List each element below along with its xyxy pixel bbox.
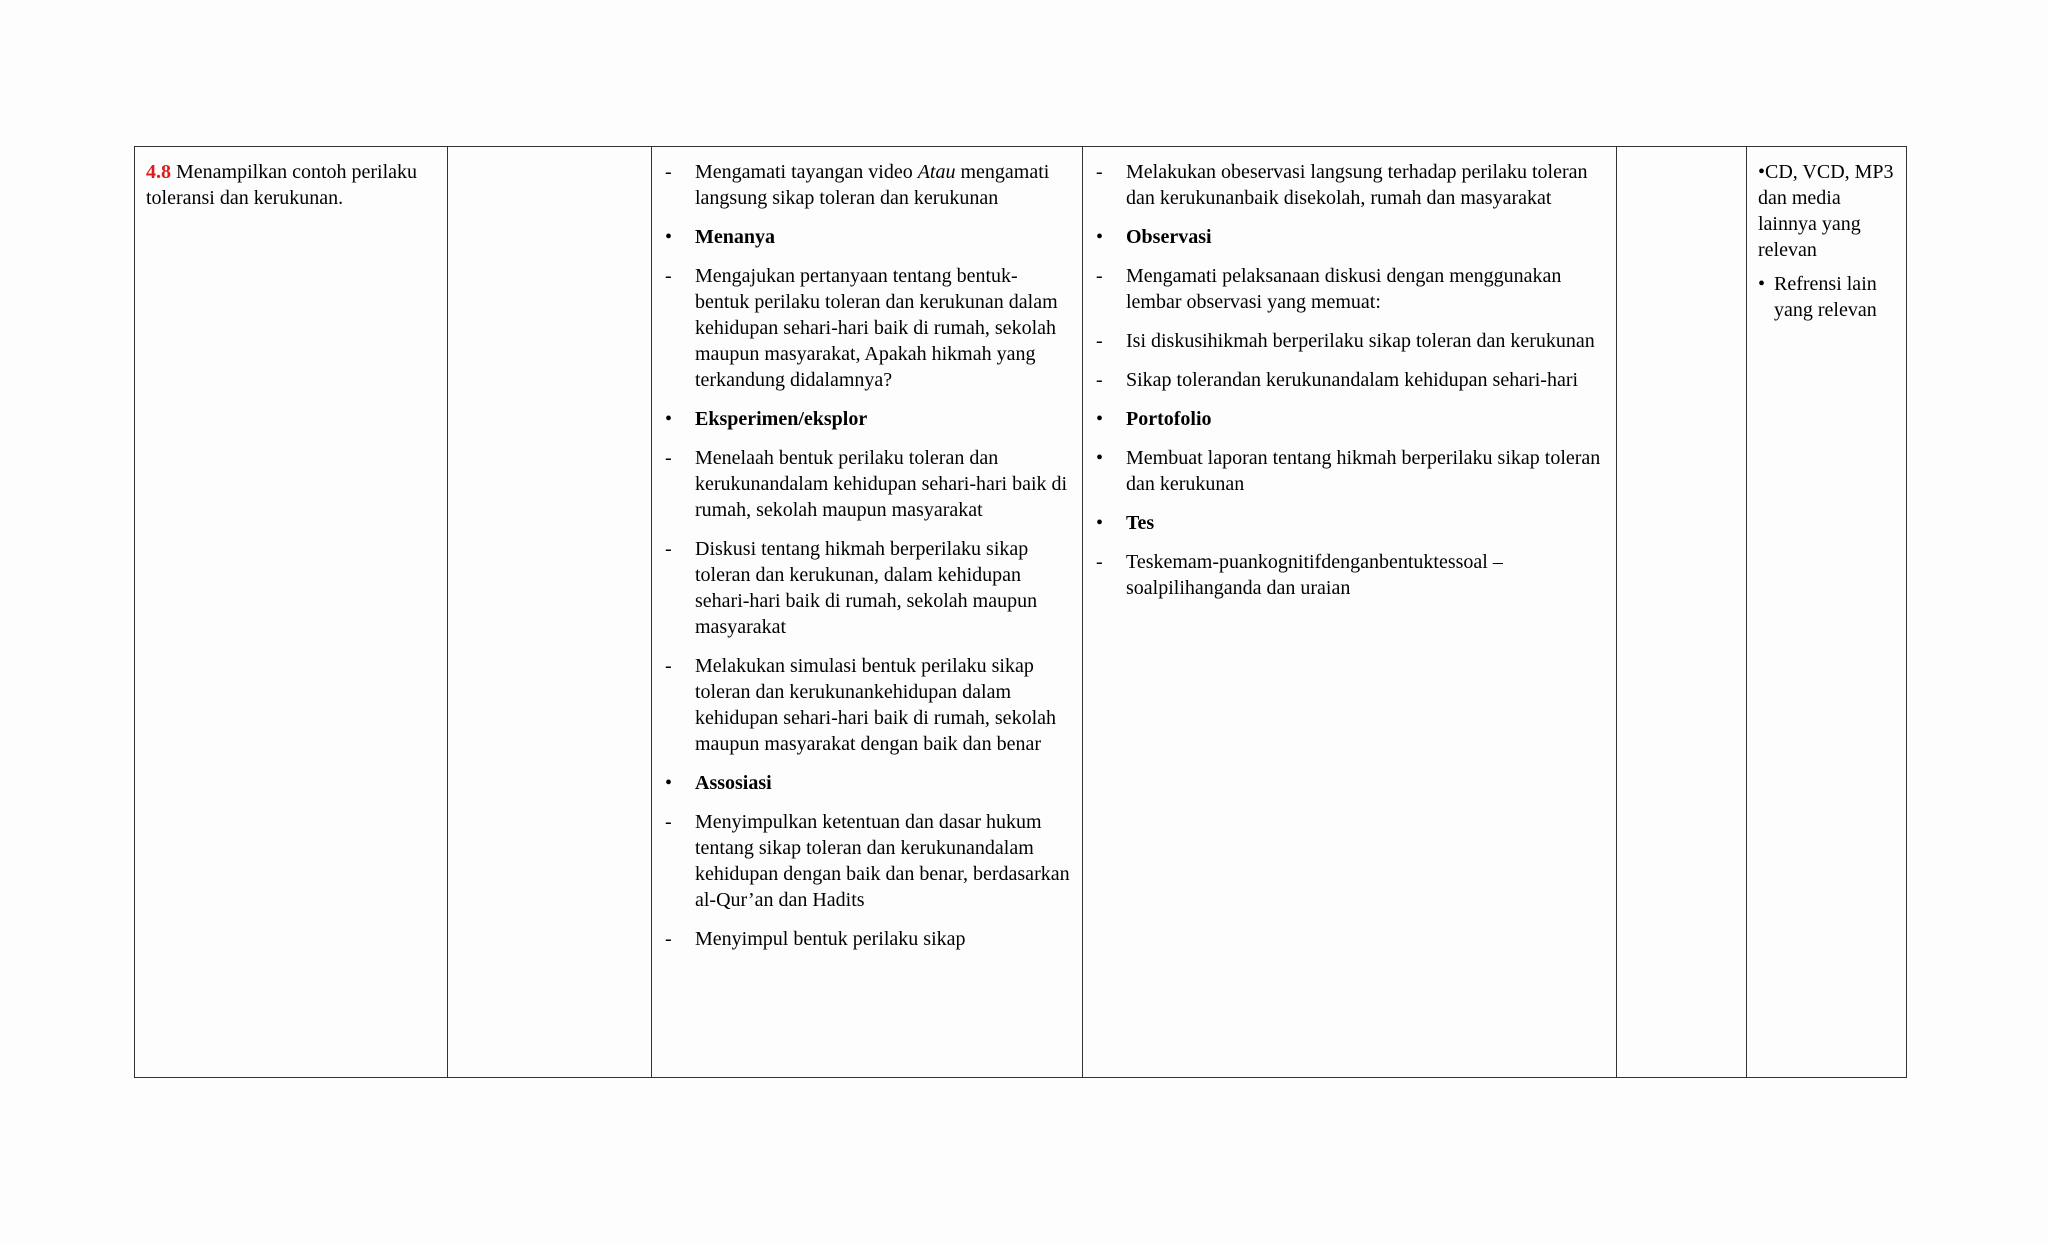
dash-icon: -	[665, 265, 672, 287]
competency-text: Menampilkan contoh perilaku toleransi dan kerukunan.	[146, 161, 418, 209]
bullet-icon: •	[665, 408, 673, 430]
bullet-icon: •	[665, 772, 673, 794]
item-text: Menelaah bentuk perilaku toleran dan kerukunandalam kehidupan sehari-hari baik di rumah, sekolah maupun masyarakat	[695, 447, 1068, 521]
dash-icon: -	[1096, 330, 1103, 352]
item-text: Diskusi tentang hikmah berperilaku sikap toleran dan kerukunan, dalam kehidupan sehari-hari baik di rumah, sekolah maupun masyarakat	[695, 538, 1038, 638]
list-item	[1094, 549, 1606, 601]
bullet-icon: •	[1096, 226, 1104, 248]
item-text: Menanya	[695, 226, 775, 248]
resource-item-media: •CD, VCD, MP3 dan media lainnya yang relevan	[1758, 161, 1894, 261]
item-text: Melakukan obeservasi langsung terhadap perilaku toleran dan kerukunanbaik disekolah, rumah dan masyarakat	[1126, 161, 1588, 209]
section-heading	[663, 406, 1072, 432]
list-item	[663, 263, 1072, 393]
section-heading	[1094, 406, 1606, 432]
list-item	[663, 159, 1072, 211]
list-item	[663, 536, 1072, 640]
item-text: Membuat laporan tentang hikmah berperilaku sikap toleran dan kerukunan	[1126, 447, 1601, 495]
list-item	[1094, 159, 1606, 211]
learning-activities-list	[663, 159, 1072, 952]
dash-icon: -	[665, 538, 672, 560]
item-text: Teskemam-puankognitifdenganbentuktessoal –soalpilihanganda dan uraian	[1126, 551, 1503, 599]
item-text: Tes	[1126, 512, 1155, 534]
item-text: Observasi	[1126, 226, 1212, 248]
dash-icon: -	[665, 655, 672, 677]
dash-icon: -	[665, 928, 672, 950]
competency-cell	[135, 147, 448, 1078]
bullet-icon: •	[1096, 447, 1104, 469]
item-text: Menyimpul bentuk perilaku sikap	[695, 928, 966, 950]
list-item	[663, 653, 1072, 757]
section-heading	[663, 224, 1072, 250]
section-heading	[1094, 510, 1606, 536]
item-text: Portofolio	[1126, 408, 1212, 430]
dash-icon: -	[1096, 551, 1103, 573]
item-text: Menyimpulkan ketentuan dan dasar hukum tentang sikap toleran dan kerukunandalam kehidupan dengan baik dan benar, berdasarkan al-Qur’an dan Hadits	[695, 811, 1070, 911]
resources-list	[1758, 159, 1896, 323]
dash-icon: -	[1096, 161, 1103, 183]
list-item	[663, 926, 1072, 952]
list-item	[663, 809, 1072, 913]
competency-number: 4.8	[146, 161, 171, 183]
table-row	[135, 147, 1907, 1078]
item-text: Isi diskusihikmah berperilaku sikap toleran dan kerukunan	[1126, 330, 1595, 352]
material-cell	[448, 147, 652, 1078]
learning-resources-cell	[1747, 147, 1907, 1078]
bullet-icon: •	[1096, 512, 1104, 534]
section-heading	[663, 770, 1072, 796]
list-item	[1094, 367, 1606, 393]
list-item	[1094, 263, 1606, 315]
dash-icon: -	[665, 161, 672, 183]
item-text: Mengamati pelaksanaan diskusi dengan menggunakan lembar observasi yang memuat:	[1126, 265, 1562, 313]
learning-activities-cell	[652, 147, 1083, 1078]
syllabus-table	[134, 146, 1907, 1078]
item-text: Melakukan simulasi bentuk perilaku sikap toleran dan kerukunankehidupan dalam kehidupan sehari-hari baik di rumah, sekolah maupun masyarakat dengan baik dan benar	[695, 655, 1056, 755]
item-text: Mengamati tayangan video	[695, 161, 918, 183]
dash-icon: -	[665, 447, 672, 469]
list-item	[1094, 445, 1606, 497]
item-text-italic: Atau	[917, 161, 956, 183]
resource-item-text: Refrensi lain yang relevan	[1774, 273, 1877, 321]
item-text: Assosiasi	[695, 772, 772, 794]
list-item	[663, 445, 1072, 523]
item-text: Sikap tolerandan kerukunandalam kehidupan sehari-hari	[1126, 369, 1579, 391]
item-text-continued: mengamati langsung sikap toleran dan kerukunan	[695, 161, 1050, 209]
item-text: Mengajukan pertanyaan tentang bentuk-bentuk perilaku toleran dan kerukunan dalam kehidupan sehari-hari baik di rumah, sekolah maupun masyarakat, Apakah hikmah yang terkandung didalamnya?	[695, 265, 1058, 391]
item-text: Eksperimen/eksplor	[695, 408, 868, 430]
dash-icon: -	[1096, 369, 1103, 391]
dash-icon: -	[665, 811, 672, 833]
bullet-icon: •	[1096, 408, 1104, 430]
bullet-icon: •	[665, 226, 673, 248]
resource-item-references	[1758, 271, 1896, 323]
assessment-list	[1094, 159, 1606, 601]
assessment-cell	[1083, 147, 1617, 1078]
time-allocation-cell	[1617, 147, 1747, 1078]
section-heading	[1094, 224, 1606, 250]
list-item	[1094, 328, 1606, 354]
dash-icon: -	[1096, 265, 1103, 287]
bullet-icon: •	[1758, 273, 1766, 295]
